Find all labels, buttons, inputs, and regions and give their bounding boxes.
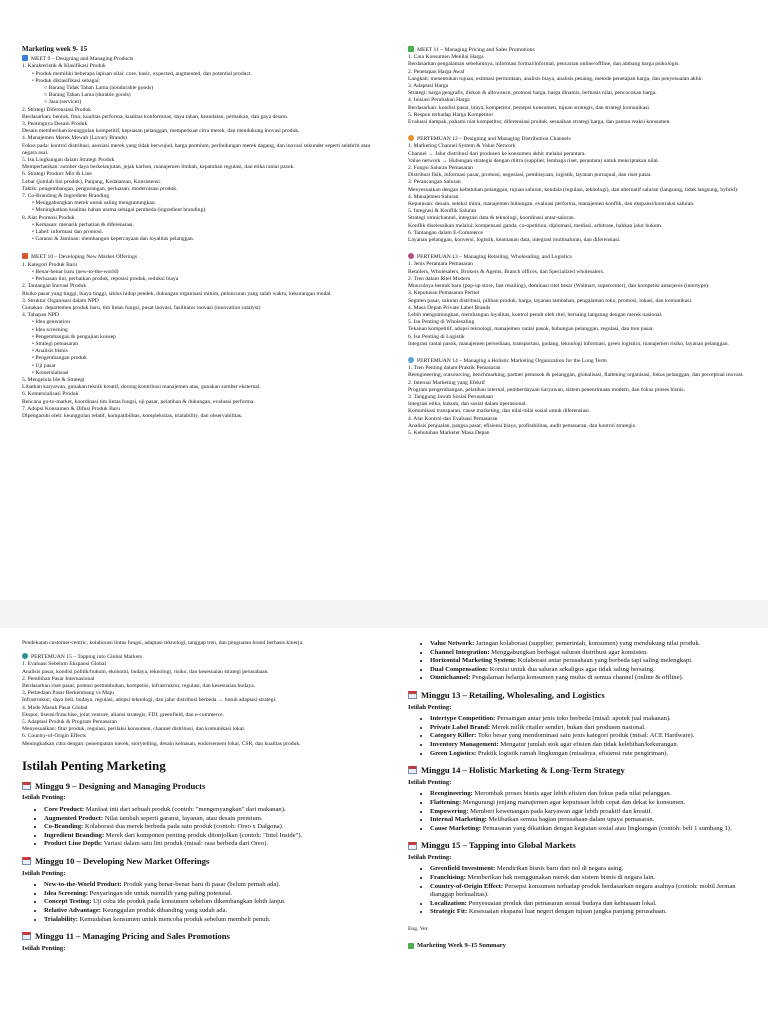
text-line: • Produk memiliki beberapa lapisan nilai: core, basic, expected, augmented, dan potential product. bbox=[32, 70, 252, 77]
text-line: 5. Mengelola Ide & Strategi bbox=[22, 376, 85, 383]
text-line: Integrasi rantai pasok, manajemen persediaan, transportasi, gudang, teknologi informasi, green logistics, manajemen risiko, layanan pelanggan. bbox=[408, 340, 729, 347]
term-definition: Persaingan antar jenis toko berbeda (misal: apotek jual makanan). bbox=[495, 715, 671, 723]
term-list bbox=[22, 806, 387, 849]
text-line: Taktik: pengembangan, pengurangan, perluasan, modernisasi produk. bbox=[22, 185, 178, 192]
text-line: 3. Adaptasi Harga bbox=[408, 83, 449, 90]
text-line: Analisis penjualan, pangsa pasar, efisiensi biaya, profitabilitas, audit pemasaran, dan kontrol strategis. bbox=[408, 422, 637, 429]
term-name: Dual Compensation: bbox=[430, 665, 489, 673]
text-line: Distribusi fisik, informasi pasar, promosi, negosiasi, pembiayaan, logistik, layanan purnajual, dan riset pasar. bbox=[408, 172, 652, 179]
text-line: Komunikasi transparan, cause marketing, dan nilai-nilai sosial untuk diferensiasi. bbox=[408, 408, 591, 415]
calendar-icon bbox=[22, 782, 31, 790]
term-definition: Manfaat inti dari sebuah produk (contoh: "mengenyangkan" dari makanan). bbox=[84, 806, 286, 814]
week-heading: Minggu 9 – Designing and Managing Products bbox=[22, 782, 387, 791]
week10-glossary bbox=[22, 857, 387, 924]
term-definition: Jaringan kolaborasi (supplier, pemerintah, konsumen) yang mendukung nilai produk. bbox=[474, 640, 701, 647]
text-line: 4. Tahapan NPD bbox=[22, 312, 59, 319]
term-definition: Variasi dalam satu lini produk (misal: rasa berbeda dari Oreo). bbox=[102, 840, 269, 848]
text-line: 6. Komersialisasi Produk bbox=[22, 391, 79, 398]
text-line: 8. Alat Promosi Produk bbox=[22, 214, 75, 221]
week-heading: Minggu 14 – Holistic Marketing & Long-Term Strategy bbox=[408, 766, 753, 775]
section-body bbox=[22, 262, 382, 420]
section-heading: MEET 11 – Managing Pricing and Sales Promotions bbox=[408, 46, 753, 54]
text-line: 1. Marketing Channel System & Value Network bbox=[408, 143, 516, 150]
truck-icon bbox=[408, 135, 414, 141]
term-item bbox=[430, 808, 753, 817]
term-item bbox=[430, 790, 753, 799]
text-line: • Benar-benar baru (new-to-the-world) bbox=[32, 268, 119, 275]
term-name: Product Line Depth: bbox=[44, 840, 103, 848]
term-name: New-to-the-World Product: bbox=[44, 881, 122, 889]
term-item bbox=[44, 806, 387, 815]
section-body bbox=[22, 63, 382, 243]
text-line: • Menggabungkan merek untuk saling menguntungkan. bbox=[32, 200, 157, 207]
term-item bbox=[430, 724, 753, 733]
text-line: 5. Kebutuhan Marketer Masa Depan bbox=[408, 429, 490, 436]
text-line: Keputusan: desain, seleksi mitra, manajemen hubungan, evaluasi performa, manajemen konflik, dan ekspansi/kontraksi saluran. bbox=[408, 201, 695, 208]
term-list bbox=[22, 881, 387, 924]
section-body bbox=[408, 54, 753, 126]
term-definition: Praktik logistik ramah lingkungan (misalnya, efisiensi rute pengiriman). bbox=[476, 749, 669, 757]
text-line: ○ Barang Tidak Tahan Lama (nondurable goods) bbox=[44, 85, 154, 92]
text-line: Menyesuaikan dengan kebutuhan pelanggan, tujuan saluran, kendala (regulasi, teknologi), dan alternatif saluran (langsung, tidak langsung, hybrid). bbox=[408, 186, 739, 193]
text-line: Reengineering, outsourcing, benchmarking, partner pemasok & pelanggan, globalisasi, flattening organisasi, fokus pelanggan, dan perceptual inovasi. bbox=[408, 372, 744, 379]
term-name: Greenfield Investment: bbox=[430, 865, 496, 873]
term-definition: Melibatkan semua bagian perusahaan dalam upaya pemasaran. bbox=[486, 816, 655, 824]
text-line: 1. Cara Konsumen Menilai Harga bbox=[408, 54, 484, 61]
text-line: • Strategi pemasaran bbox=[32, 340, 79, 347]
text-line: Channel → Jalur distribusi dari produsen ke konsumen akhir melalui perantara. bbox=[408, 150, 586, 157]
term-name: Green Logistics: bbox=[430, 749, 477, 757]
text-line: • Pengembangan & pengujian konsep bbox=[32, 333, 116, 340]
text-line: 3. Pentingnya Desain Produk bbox=[22, 121, 88, 128]
term-item bbox=[44, 907, 387, 916]
term-definition: Penyesuaian produk dan pemasaran sesuai budaya dan kebiasaan lokal. bbox=[467, 899, 657, 907]
term-definition: Nilai tambah seperti garansi, layanan, atau desain premium. bbox=[103, 814, 263, 822]
term-item bbox=[430, 900, 753, 909]
term-definition: Mengatur jumlah stok agar efisien dan tidak kelebihan/kekurangan. bbox=[498, 740, 679, 748]
term-definition: Merek dari komponen penting produk ditonjolkan (contoh: "Intel Inside"). bbox=[104, 831, 303, 839]
text-line: Strategi omnichannel, integrasi data & teknologi, koordinasi antar-saluran. bbox=[408, 215, 576, 222]
section-meet9 bbox=[22, 55, 382, 243]
text-line: Retailers, Wholesalers, Brokers & Agents, Branch offices, dan Specialized wholesalers. bbox=[408, 268, 605, 275]
term-definition: Merek milik ritailer sendiri, bukan dari produsen nasional. bbox=[490, 723, 646, 731]
book-icon bbox=[22, 55, 28, 61]
text-line: Infrastruktur, daya beli, budaya, regulasi, adopsi teknologi, dan jalur distribusi berbeda → butuh adaptasi strategi. bbox=[22, 697, 277, 704]
glossary-title: Istilah Penting Marketing bbox=[22, 757, 166, 773]
text-line: 4. Masa Depan Private Label Brands bbox=[408, 304, 491, 311]
text-line: Lebar (jumlah lini produk), Panjang, Kedalaman, Konsistensi. bbox=[22, 178, 162, 185]
text-line: • Produk diklasifikasi sebagai: bbox=[32, 77, 100, 84]
text-line: Meningkatkan citra dengan: penempatan merek, storytelling, desain kemasan, endorsement lokal, CSR, dan kualitas produk. bbox=[22, 740, 301, 747]
term-name: Reengineering: bbox=[430, 790, 473, 798]
term-definition: Toko besar yang mendominasi satu jenis kategori produk (misal: ACE Hardware). bbox=[476, 732, 695, 740]
text-line: Desain memberikan keunggulan kompetitif, kepuasan pelanggan, memperkuat citra merek, dan mendukung inovasi produk. bbox=[22, 128, 300, 135]
term-item bbox=[430, 649, 753, 658]
term-item bbox=[430, 865, 753, 874]
text-line: 4. Manajemen Saluran bbox=[408, 193, 459, 200]
text-line: Tekanan kompetitif, adopsi teknologi, manajemen rantai pasok, hubungan pelanggan, regulasi, dan tren pasar. bbox=[408, 326, 654, 333]
term-name: Flattening: bbox=[430, 798, 462, 806]
term-item bbox=[430, 825, 753, 834]
section-body bbox=[408, 365, 753, 437]
term-item bbox=[44, 890, 387, 899]
term-definition: Mengurangi jenjang manajemen agar keputusan lebih cepat dan dekat ke konsumen. bbox=[461, 798, 686, 806]
term-name: Country-of-Origin Effect: bbox=[430, 882, 504, 890]
term-list bbox=[408, 715, 753, 758]
text-line: 7. Adopsi Konsumen & Difusi Produk Baru bbox=[22, 405, 121, 412]
calendar-icon bbox=[408, 766, 417, 774]
term-definition: Produk yang benar-benar baru di pasar (belum pernah ada). bbox=[121, 881, 281, 889]
continued-text: Pendekatan customer-centric, kolaborasi lintas fungsi, adaptasi teknologi, tanggap tren, dan penguatan brand berbasis kinerja. bbox=[22, 640, 304, 646]
text-line: Value network → Hubungan strategis dengan mitra (supplier, lembaga riset, perantara) untuk menciptakan nilai. bbox=[408, 157, 660, 164]
term-definition: Merombak proses bisnis agar lebih efisien dan fokus pada nilai pelanggan. bbox=[472, 790, 672, 798]
text-line: Munculnya bentuk baru (pop-up store, fast retailing), dominasi ritel besar (Walmart, supercenter), dan kompetisi antarjenis (intertype). bbox=[408, 283, 710, 290]
section-body bbox=[408, 143, 753, 244]
term-item bbox=[44, 898, 387, 907]
text-line: Risiko pasar yang tinggi, biaya tinggi, siklus hidup pendek, dukungan organisasi minim, peluncuran yang salah waktu, kekurangan modal. bbox=[22, 290, 332, 297]
term-item bbox=[44, 840, 387, 849]
term-name: Channel Integration: bbox=[430, 648, 490, 656]
term-item bbox=[430, 750, 753, 759]
book-icon bbox=[408, 46, 414, 52]
calendar-icon bbox=[22, 932, 31, 940]
term-definition: Memberi kewenangan pada karyawan agar lebih proaktif dan kreatif. bbox=[468, 807, 653, 815]
term-name: Private Label Brand: bbox=[430, 723, 491, 731]
text-line: Rencana go-to-market, koordinasi tim lintas fungsi, uji pasar, pelatihan & dukungan, evaluasi performa. bbox=[22, 398, 255, 405]
text-line: 3. Tanggung Jawab Sosial Perusahaan bbox=[408, 393, 494, 400]
column-top-right bbox=[408, 46, 753, 596]
term-definition: Penyaringan ide untuk memilih yang paling potensial. bbox=[88, 889, 233, 897]
text-line: 2. Tren dalam Ritel Modern bbox=[408, 275, 471, 282]
text-line: 5. Integrasi & Konflik Saluran bbox=[408, 208, 477, 215]
term-definition: Keunggulan produk dibanding yang sudah ada. bbox=[100, 906, 228, 914]
text-line: 1. Tren Penting dalam Praktik Pemasaran bbox=[408, 365, 501, 372]
text-line: 5. Adaptasi Produk & Program Pemasaran bbox=[22, 719, 117, 726]
term-item bbox=[430, 908, 753, 917]
term-item bbox=[430, 715, 753, 724]
text-line: 6. Country-of-Origin Effects bbox=[22, 733, 87, 740]
text-line: ○ Barang Tahan Lama (durable goods) bbox=[44, 92, 131, 99]
text-line: • Label: informasi dan promosi. bbox=[32, 229, 104, 236]
term-name: Cause Marketing: bbox=[430, 824, 482, 832]
week-heading: Minggu 13 – Retailing, Wholesaling, and Logistics bbox=[408, 691, 753, 700]
subheading: Istilah Penting: bbox=[408, 853, 452, 861]
text-line: 4. Alat Kontrol dan Evaluasi Pemasaran bbox=[408, 415, 498, 422]
text-line: Langkah: menentukan tujuan, estimasi permintaan, analisis biaya, analisis pesaing, metode penetapan harga, dan penyesuaian akhir. bbox=[408, 75, 704, 82]
week14-glossary bbox=[408, 766, 753, 833]
text-line: Gunakan: departemen produk baru, tim lintas fungsi, pusat inovasi, fasilitator inovasi (innovation catalyst) bbox=[22, 304, 261, 311]
section-meet10 bbox=[22, 253, 382, 420]
term-name: Localization: bbox=[430, 899, 467, 907]
subheading: Istilah Penting: bbox=[408, 703, 452, 711]
term-list bbox=[408, 640, 753, 683]
calendar-icon bbox=[408, 842, 417, 850]
section-meet15 bbox=[22, 653, 387, 748]
text-line: • Garansi & Jaminan: membangun kepercayaan dan loyalitas pelanggan. bbox=[32, 236, 195, 243]
text-line: 1. Karakteristik & Klasifikasi Produk bbox=[22, 63, 106, 70]
term-definition: Kesesuaian ekspansi luar negeri dengan tujuan jangka panjang perusahaan. bbox=[467, 908, 667, 916]
term-item bbox=[430, 674, 753, 683]
text-line: Berdasarkan: bentuk, fitur, kualitas performa, kualitas konformitas, daya tahan, keandalan, perbaikan, dan gaya desain. bbox=[22, 113, 289, 120]
term-name: Inventory Management: bbox=[430, 740, 499, 748]
term-item bbox=[44, 823, 387, 832]
text-line: 4. Mode Masuk Pasar Global bbox=[22, 704, 88, 711]
text-line: Lebih menguntungkan, membangun loyalitas, kontrol penuh oleh ritel, bersaing langsung dengan merek nasional. bbox=[408, 311, 663, 318]
section-heading: PERTEMUAN 15 – Tapping into Global Markets bbox=[22, 653, 387, 661]
text-line: Berdasarkan riset pasar, potensi pertumbuhan, kompetisi, infrastruktur, regulasi, dan kesesuaian budaya. bbox=[22, 683, 256, 690]
book-icon bbox=[22, 253, 28, 259]
document-title: Marketing week 9- 15 bbox=[22, 46, 88, 53]
text-line: Analisis pasar, kondisi politik/hukum, ekonomi, budaya, teknologi, risiko, dan kesesuaian strategi perusahaan. bbox=[22, 668, 269, 675]
term-item bbox=[430, 640, 753, 649]
column-bottom-left bbox=[22, 640, 387, 1024]
section-body bbox=[408, 261, 753, 347]
text-line: 3. Perancangan Saluran bbox=[408, 179, 461, 186]
summary-heading: Marketing Week 9–15 Summary bbox=[408, 942, 753, 951]
text-line: 2. Penetapan Harga Awal bbox=[408, 68, 465, 75]
text-line: 2. Pemilihan Pasar Internasional bbox=[22, 675, 95, 682]
text-line: • Analisis bisnis bbox=[32, 348, 68, 355]
section-heading: MEET 9 – Designing and Managing Products bbox=[22, 55, 382, 63]
text-line: Ekspor, lisensi/franchise, joint venture, aliansi strategis, FDI, greenfield, dan e-commerce. bbox=[22, 711, 225, 718]
text-line: 4. Inisiasi Perubahan Harga bbox=[408, 97, 470, 104]
text-line: Menyesuaikan: fitur produk, regulasi, perilaku konsumen, channel distribusi, dan komunikasi lokal. bbox=[22, 726, 246, 733]
text-line: 3. Keputusan Pemasaran Peritel bbox=[408, 290, 480, 297]
section-heading: PERTEMUAN 12 – Designing and Managing Distribution Channels bbox=[408, 135, 753, 143]
term-definition: Uji coba ide produk pada konsumen sebelum dikembangkan lebih lanjut. bbox=[91, 898, 286, 906]
term-name: Idea Screening: bbox=[44, 889, 89, 897]
term-definition: Memberikan hak menggunakan merek dan sistem bisnis di negara lain. bbox=[465, 874, 656, 882]
term-name: Franchising: bbox=[430, 874, 466, 882]
section-meet12 bbox=[408, 135, 753, 244]
column-top-left bbox=[22, 46, 382, 596]
text-line: • Kemasan: menarik perhatian & diferensiasi. bbox=[32, 221, 134, 228]
text-line: 5. Isu Lingkungan dalam Strategi Produk bbox=[22, 157, 115, 164]
text-line: 5. Isu Penting di Wholesaling bbox=[408, 319, 475, 326]
text-line: Segmen pasar, saluran distribusi, pilihan produk, harga, layanan tambahan, pengalaman toko, promosi, lokasi, dan komunikasi. bbox=[408, 297, 693, 304]
term-definition: Persepsi konsumen terhadap produk berdasarkan negara asalnya (contoh: mobil Jerman dianggap berkualitas). bbox=[430, 882, 736, 899]
term-item bbox=[430, 816, 753, 825]
text-line: • Pengembangan produk bbox=[32, 355, 87, 362]
week11-glossary bbox=[22, 932, 387, 953]
term-item bbox=[430, 741, 753, 750]
column-bottom-right bbox=[408, 640, 753, 1024]
term-item bbox=[44, 832, 387, 841]
text-line: 1. Jenis Perantara Pemasaran bbox=[408, 261, 473, 268]
term-item bbox=[430, 657, 753, 666]
text-line: • Perluasan lini, perbaikan produk, reposisi produk, reduksi biaya bbox=[32, 276, 179, 283]
term-name: Category Killer: bbox=[430, 732, 477, 740]
text-line: Program pengembangan, pelatihan internal, pemberdayaan karyawan, sistem penenrimaan modern, dan fokus proses bisnis. bbox=[408, 386, 685, 393]
subheading: Istilah Penting: bbox=[22, 794, 66, 802]
term-name: Augmented Product: bbox=[44, 814, 104, 822]
text-line: 4. Manajemen Merek Mewah (Luxury Brands) bbox=[22, 135, 128, 142]
term-item bbox=[430, 732, 753, 741]
term-name: Strategic Fit: bbox=[430, 908, 468, 916]
term-item bbox=[44, 815, 387, 824]
section-heading: PERTEMUAN 14 – Managing a Holistic Marketing Organization for the Long Term bbox=[408, 357, 753, 365]
text-line: 3. Struktur Organisasi dalam NPD bbox=[22, 297, 99, 304]
term-item bbox=[430, 874, 753, 883]
term-item bbox=[44, 916, 387, 925]
text-line: • Idea generation bbox=[32, 319, 70, 326]
text-line: Strategi: harga geografis, diskon & allowance, promosi harga, harga dinamis, berbasis nilai, pencocokan harga. bbox=[408, 90, 657, 97]
store-icon bbox=[408, 253, 414, 259]
text-line: Evaluasi dampak, pahami niat kompetitor, diferensiasi produk, sesuaikan strategi harga, dan pantau reaksi konsumen. bbox=[408, 119, 671, 126]
text-line: • Idea screening bbox=[32, 326, 68, 333]
term-name: Omnichannel: bbox=[430, 674, 471, 682]
term-definition: Kemudahan konsumen untuk mencoba produk sebelum membeli penuh. bbox=[77, 915, 271, 923]
text-line: 6. Strategi Product Mix & Line bbox=[22, 171, 92, 178]
footer-note: Eng. Ver. bbox=[408, 926, 429, 933]
text-line: 1. Kategori Produk Baru bbox=[22, 261, 77, 268]
section-body bbox=[22, 661, 387, 747]
week13-glossary bbox=[408, 691, 753, 758]
term-list bbox=[408, 865, 753, 917]
calendar-icon bbox=[408, 691, 417, 699]
term-definition: Menggabungkan berbagai saluran distribusi agar konsisten. bbox=[489, 648, 648, 656]
term-definition: Kolaborasi dua merek berbeda pada satu produk (contoh: Oreo x Dalgona). bbox=[83, 823, 284, 831]
section-meet14 bbox=[408, 357, 753, 437]
text-line: 2. Fungsi Saluran Pemasaran bbox=[408, 165, 473, 172]
calendar-icon bbox=[22, 857, 31, 865]
term-definition: Mendirikan bisnis baru dari nol di negara asing. bbox=[495, 865, 624, 873]
globe-icon bbox=[22, 653, 28, 659]
text-line: • Meningkatkan kualitas bahan utama sebagai pembeda (ingredient branding). bbox=[32, 207, 207, 214]
term-name: Horizontal Marketing System: bbox=[430, 657, 517, 665]
text-line: 3. Perbedaan Pasar Berkembang vs Maju bbox=[22, 690, 114, 697]
text-line: • Uji pasar bbox=[32, 362, 56, 369]
text-line: Fokus pada: kontrol distribusi, asosiasi merek yang tidak berwujud, harga premium, perlindungan merek dagang, dan inovasi sekunder seperti selebriti atau negara asal. bbox=[22, 142, 371, 156]
term-name: Ingredient Branding: bbox=[44, 831, 105, 839]
subheading: Istilah Penting: bbox=[22, 944, 66, 952]
text-line: Berdasarkan pengalaman sebelumnya, informasi formal/informal, pencarian online/offline, dan ambang harga psikologis. bbox=[408, 61, 680, 68]
section-heading: MEET 10 – Developing New Market Offerings bbox=[22, 253, 382, 261]
text-line: 6. Tantangan dalam E-Commerce bbox=[408, 229, 483, 236]
week-heading: Minggu 10 – Developing New Market Offerings bbox=[22, 857, 387, 866]
term-name: Co-Branding: bbox=[44, 823, 84, 831]
term-definition: Pemasaran yang dikaitkan dengan kegiatan sosial atau lingkungan (contoh: beli 1 sumbang 1). bbox=[481, 824, 732, 832]
section-meet11 bbox=[408, 46, 753, 126]
term-item bbox=[430, 883, 753, 900]
term-name: Core Product: bbox=[44, 806, 85, 814]
term-list bbox=[408, 790, 753, 833]
text-line: ○ Jasa (services) bbox=[44, 99, 82, 106]
section-heading: PERTEMUAN 13 – Managing Retailing, Wholesaling, and Logistics bbox=[408, 253, 753, 261]
subheading: Istilah Penting: bbox=[408, 778, 452, 786]
term-item bbox=[430, 799, 753, 808]
text-line: Berdasarkan: kondisi pasar, biaya, kompetitor, persepsi konsumen, tujuan strategis, dan strategi komunikasi. bbox=[408, 104, 651, 111]
term-definition: Kolaborasi antar perusahaan yang berbeda tapi saling melengkapi. bbox=[516, 657, 693, 665]
text-line: Memperhatikan: sumber daya berkelanjutan, jejak karbon, manajemen limbah, kepatuhan regulasi, dan etika rantai pasok. bbox=[22, 164, 295, 171]
term-name: Internal Marketing: bbox=[430, 816, 487, 824]
week15-glossary bbox=[408, 841, 753, 917]
books-icon bbox=[408, 943, 414, 949]
text-line: 2. Internal Marketing yang Efektif bbox=[408, 379, 485, 386]
text-line: • Komersialisasi bbox=[32, 369, 69, 376]
text-line: Konflik diselesaikan melalui: kompensasi ganda, co-opetition, diplomasi, mediasi, arbitrase, bahkan jalur hukum. bbox=[408, 222, 663, 229]
text-line: 1. Evaluasi Sebelum Ekspansi Global bbox=[22, 661, 107, 668]
term-name: Value Network: bbox=[430, 640, 475, 647]
term-name: Trialability: bbox=[44, 915, 78, 923]
text-line: Dipengaruhi oleh: keunggulan relatif, kompatibilitas, kompleksitas, trialability, dan observabilitas. bbox=[22, 412, 243, 419]
text-line: 2. Tantangan Inovasi Produk bbox=[22, 283, 87, 290]
term-name: Intertype Competition: bbox=[430, 715, 496, 723]
week9-glossary bbox=[22, 782, 387, 849]
term-definition: Komisi untuk dua saluran sekaligus agar tidak saling bersaing. bbox=[488, 665, 655, 673]
term-name: Concept Testing: bbox=[44, 898, 92, 906]
week-heading: Minggu 11 – Managing Pricing and Sales Promotions bbox=[22, 932, 387, 941]
text-line: 6. Isu Penting di Logistik bbox=[408, 333, 465, 340]
page-bottom bbox=[0, 628, 768, 1024]
subheading: Istilah Penting: bbox=[22, 869, 66, 877]
term-item bbox=[44, 881, 387, 890]
text-line: 5. Respon terhadap Harga Kompetitor bbox=[408, 111, 494, 118]
text-line: Libatkan karyawan, gunakan teknik kreatif, dorong kontribusi manajemen atas, gunakan sumber eksternal. bbox=[22, 384, 261, 391]
text-line: Integrasi etika, hukum, dan sosial dalam operasional. bbox=[408, 401, 527, 408]
organization-icon bbox=[408, 357, 414, 363]
term-item bbox=[430, 666, 753, 675]
text-line: 2. Strategi Diferensiasi Produk bbox=[22, 106, 91, 113]
term-name: Relative Advantage: bbox=[44, 906, 101, 914]
section-meet13 bbox=[408, 253, 753, 348]
week-heading: Minggu 15 – Tapping into Global Markets bbox=[408, 841, 753, 850]
text-line: Layanan pelanggan, konversi, logistik, keamanan data, integrasi multisaluran, dan diferensiasi. bbox=[408, 237, 621, 244]
text-line: 7. Co-Branding & Ingredient Branding bbox=[22, 193, 110, 200]
term-definition: Pengalaman belanja konsumen yang mulus di semua channel (online & offline). bbox=[470, 674, 684, 682]
term-name: Empowering: bbox=[430, 807, 469, 815]
